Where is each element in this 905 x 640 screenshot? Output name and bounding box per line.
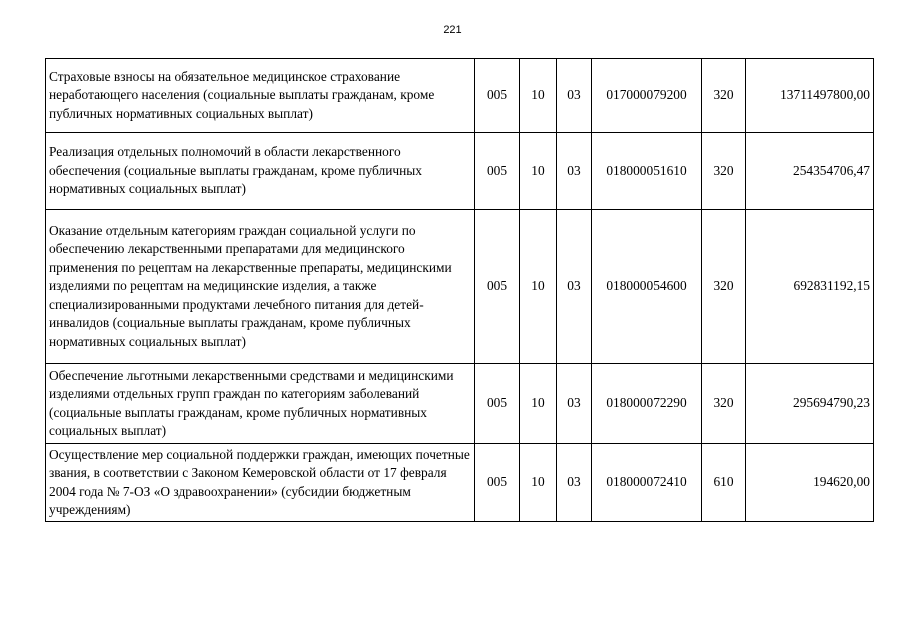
- amount: 194620,00: [746, 444, 874, 522]
- expense-type-code: 320: [702, 210, 746, 364]
- expense-type-code: 610: [702, 444, 746, 522]
- section-code: 10: [520, 133, 557, 210]
- target-article-code: 018000072290: [592, 364, 702, 444]
- target-article-code: 017000079200: [592, 59, 702, 133]
- table-row: [46, 133, 874, 210]
- target-article-code: 018000051610: [592, 133, 702, 210]
- section-code: 10: [520, 444, 557, 522]
- expense-type-code: 320: [702, 59, 746, 133]
- ministry-code: 005: [475, 364, 520, 444]
- row-description: Обеспечение льготными лекарственными средствами и медицинскими изделиями отдельных групп граждан по категориям заболеваний (социальные выплаты гражданам, кроме публичных нормативных социальных выплат): [46, 364, 475, 444]
- amount: 295694790,23: [746, 364, 874, 444]
- page-number: 221: [443, 24, 462, 36]
- table-row: [46, 59, 874, 133]
- row-description: Реализация отдельных полномочий в области лекарственного обеспечения (социальные выплаты гражданам, кроме публичных нормативных социальных выплат): [46, 133, 475, 210]
- target-article-code: 018000072410: [592, 444, 702, 522]
- ministry-code: 005: [475, 59, 520, 133]
- subsection-code: 03: [557, 364, 592, 444]
- section-code: 10: [520, 364, 557, 444]
- ministry-code: 005: [475, 444, 520, 522]
- table-row: [46, 444, 874, 522]
- ministry-code: 005: [475, 133, 520, 210]
- subsection-code: 03: [557, 210, 592, 364]
- subsection-code: 03: [557, 444, 592, 522]
- amount: 13711497800,00: [746, 59, 874, 133]
- amount: 254354706,47: [746, 133, 874, 210]
- section-code: 10: [520, 59, 557, 133]
- row-description: Страховые взносы на обязательное медицинское страхование неработающего населения (социальные выплаты гражданам, кроме публичных нормативных социальных выплат): [46, 59, 475, 133]
- amount: 692831192,15: [746, 210, 874, 364]
- table-row: [46, 364, 874, 444]
- subsection-code: 03: [557, 59, 592, 133]
- row-description: Осуществление мер социальной поддержки граждан, имеющих почетные звания, в соответствии с Законом Кемеровской области от 17 февраля 2004 года № 7-ОЗ «О здравоохранении» (субсидии бюджетным учреждениям): [46, 444, 475, 522]
- row-description: Оказание отдельным категориям граждан социальной услуги по обеспечению лекарственными препаратами для медицинского применения по рецептам на лекарственные препараты, медицинскими изделиями по рецептам на медицинские изделия, а также специализированными продуктами лечебного питания для детей-инвалидов (социальные выплаты гражданам, кроме публичных нормативных социальных выплат): [46, 210, 475, 364]
- table-row: [46, 210, 874, 364]
- section-code: 10: [520, 210, 557, 364]
- ministry-code: 005: [475, 210, 520, 364]
- target-article-code: 018000054600: [592, 210, 702, 364]
- subsection-code: 03: [557, 133, 592, 210]
- expense-type-code: 320: [702, 133, 746, 210]
- expense-type-code: 320: [702, 364, 746, 444]
- budget-table: [45, 58, 874, 522]
